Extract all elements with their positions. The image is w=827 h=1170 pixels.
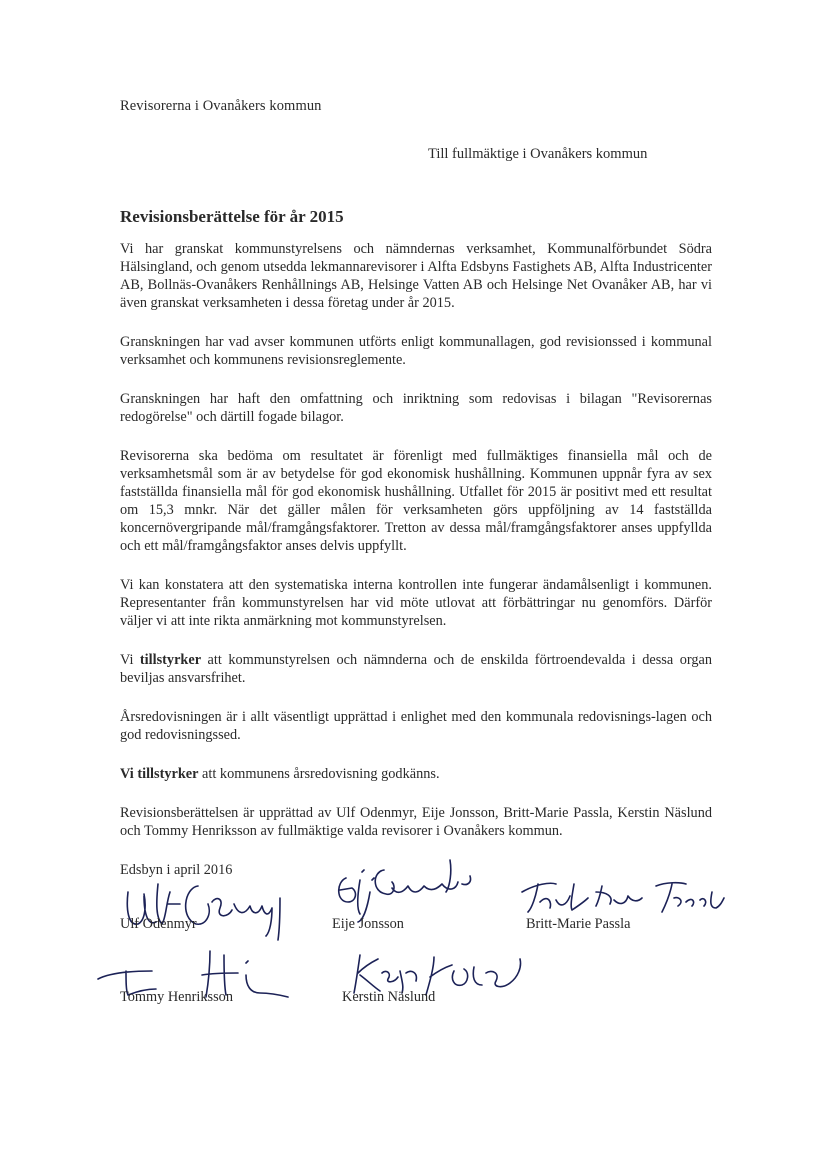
signature-name-britt: Britt-Marie Passla xyxy=(526,916,631,932)
paragraph-approval xyxy=(120,765,712,783)
handwritten-signature-ulf xyxy=(120,874,300,954)
discharge-recommend: tillstyrker xyxy=(139,652,202,668)
paragraph-goals: Revisorerna ska bedöma om resultatet är förenligt med fullmäktiges finansiella mål och de verksamhetsmål som är av betydelse för god ekonomisk hushållning. Kommunen uppnår fyra av sex fastställda finansiella mål för god ekonomisk hushållning. Utfallet för 2015 är positivt med ett resultat om 15,3 mnkr. När det gäller målen för verksamheten görs uppföljning av 14 fastställda koncernövergripande mål/framgångsfaktorer. Tretton av dessa mål/framgångsfaktorer anses uppfyllda och ett mål/framgångsfaktor anses delvis uppfyllt. xyxy=(120,448,712,554)
paragraph-scope: Vi har granskat kommunstyrelsens och nämndernas verksamhet, Kommunalförbundet Södra Hälsingland, och genom utsedda lekmannarevisorer i Alfta Edsbyns Fastighets AB, Alfta Industricenter AB, Bollnäs-Ovanåkers Renhållnings AB, Helsinge Vatten AB och Helsinge Net Ovanåker AB, har vi även granskat verksamheten i dessa företag under år 2015. xyxy=(120,241,712,311)
signature-name-eije: Eije Jonsson xyxy=(332,916,404,932)
place-date: Edsbyn i april 2016 xyxy=(120,862,233,878)
paragraph-internal-control: Vi kan konstatera att den systematiska interna kontrollen inte fungerar ändamålsenligt i kommunen. Representanter från kommunstyrelsen har vid möte utlovat att förbättringar nu genomförs. Därför väljer vi att inte rikta anmärkning mot kommunstyrelsen. xyxy=(120,577,712,629)
document-body xyxy=(120,240,712,900)
signature-block-ulf xyxy=(120,916,197,933)
paragraph-authors: Revisionsberättelsen är upprättad av Ulf Odenmyr, Eije Jonsson, Britt-Marie Passla, Kerstin Näslund och Tommy Henriksson av fullmäktige valda revisorer i Ovanåkers kommun. xyxy=(120,805,712,839)
recipient-line: Till fullmäktige i Ovanåkers kommun xyxy=(428,146,648,162)
sender-line: Revisorerna i Ovanåkers kommun xyxy=(120,98,322,114)
signature-name-tommy: Tommy Henriksson xyxy=(120,989,233,1005)
signature-block-kerstin xyxy=(342,989,435,1006)
paragraph-method: Granskningen har vad avser kommunen utförts enligt kommunallagen, god revisionssed i kommunal verksamhet och kommunens revisionsreglemente. xyxy=(120,334,712,368)
approval-recommend: Vi tillstyrker xyxy=(120,766,199,782)
signature-block-tommy xyxy=(120,989,233,1006)
signature-name-ulf: Ulf Odenmyr xyxy=(120,916,197,932)
paragraph-extent: Granskningen har haft den omfattning och inriktning som redovisas i bilagan "Revisorernas redogörelse" och därtill fogade bilagor. xyxy=(120,391,712,425)
signature-name-kerstin: Kerstin Näslund xyxy=(342,989,436,1005)
signature-block-britt xyxy=(526,916,630,933)
signature-block-eije xyxy=(332,916,404,933)
paragraph-annual-report: Årsredovisningen är i allt väsentligt upprättad i enlighet med den kommunala redovisnings-lagen och god redovisningssed. xyxy=(120,709,712,743)
document-title: Revisionsberättelse för år 2015 xyxy=(120,207,344,226)
discharge-post: att kommunstyrelsen och nämnderna och de enskilda förtroendevalda i dessa organ beviljas ansvarsfrihet. xyxy=(120,652,712,686)
discharge-pre: Vi xyxy=(120,652,140,668)
approval-post: att kommunens årsredovisning godkänns. xyxy=(198,766,440,782)
paragraph-discharge xyxy=(120,651,712,687)
